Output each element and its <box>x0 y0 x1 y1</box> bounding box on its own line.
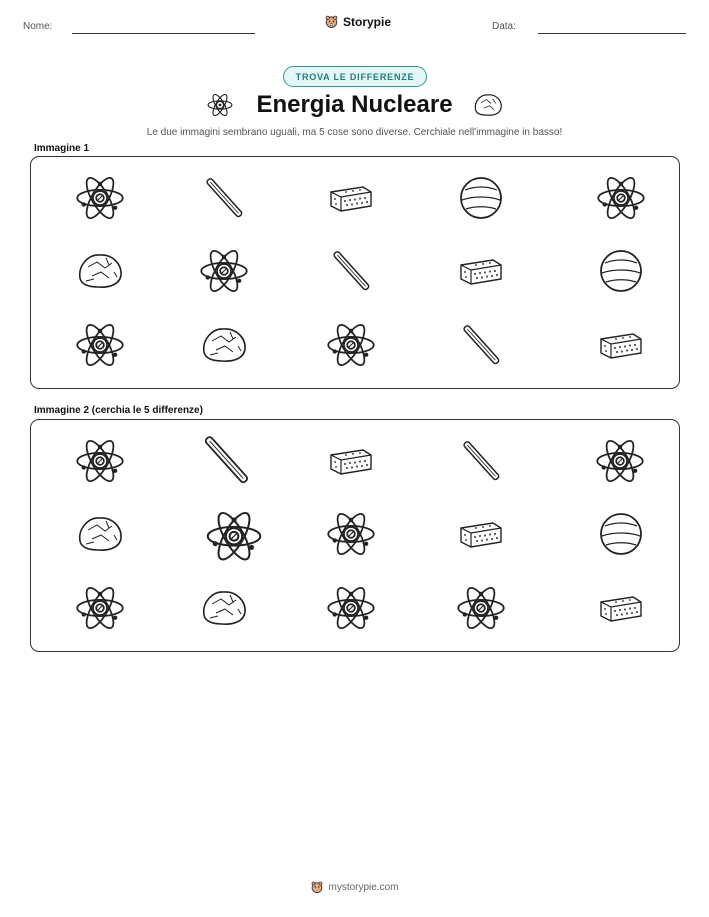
instructions: Le due immagini sembrano uguali, ma 5 cose sono diverse. Cerchiale nell'immagine in basso! <box>146 127 563 138</box>
storypie-logo <box>324 14 391 29</box>
rock-icon[interactable] <box>70 504 130 564</box>
brick-icon <box>591 315 651 375</box>
image2-label: Immagine 2 (cerchia le 5 differenze) <box>34 405 203 416</box>
atom-icon[interactable] <box>204 506 264 566</box>
activity-badge: TROVA LE DIFFERENZE <box>283 66 427 87</box>
beaver-icon <box>324 14 339 29</box>
brick-icon[interactable] <box>321 431 381 491</box>
atom-icon[interactable] <box>590 431 650 491</box>
atom-icon[interactable] <box>451 578 511 638</box>
atom-icon <box>591 168 651 228</box>
rod-icon[interactable] <box>451 431 511 491</box>
page-title: Energia Nucleare <box>256 91 453 118</box>
atom-icon[interactable] <box>321 578 381 638</box>
sphere-icon <box>591 241 651 301</box>
sphere-icon[interactable] <box>591 504 651 564</box>
rock-icon[interactable] <box>194 578 254 638</box>
image1-label: Immagine 1 <box>34 143 90 154</box>
footer <box>0 880 709 894</box>
atom-icon[interactable] <box>70 578 130 638</box>
rock-icon <box>194 315 254 375</box>
image1-panel <box>30 156 680 389</box>
brick-icon[interactable] <box>591 578 651 638</box>
image2-panel[interactable] <box>30 419 680 652</box>
rock-icon <box>472 91 504 119</box>
brick-icon <box>321 168 381 228</box>
rod-icon <box>451 315 511 375</box>
rod-icon <box>321 241 381 301</box>
date-line[interactable] <box>538 33 686 34</box>
atom-icon <box>194 241 254 301</box>
atom-icon[interactable] <box>70 431 130 491</box>
footer-url: mystorypie.com <box>328 881 399 893</box>
brand-name: Storypie <box>343 14 392 29</box>
atom-icon[interactable] <box>321 504 381 564</box>
sphere-icon <box>451 168 511 228</box>
beaver-icon <box>310 880 324 894</box>
name-line[interactable] <box>72 33 255 34</box>
brick-icon[interactable] <box>451 504 511 564</box>
atom-icon <box>321 315 381 375</box>
atom-icon <box>70 168 130 228</box>
rod-icon <box>194 168 254 228</box>
date-label: Data: <box>492 21 516 32</box>
rod-icon[interactable] <box>196 430 256 490</box>
name-label: Nome: <box>23 21 53 32</box>
rock-icon <box>70 241 130 301</box>
brick-icon <box>451 241 511 301</box>
atom-icon <box>70 315 130 375</box>
